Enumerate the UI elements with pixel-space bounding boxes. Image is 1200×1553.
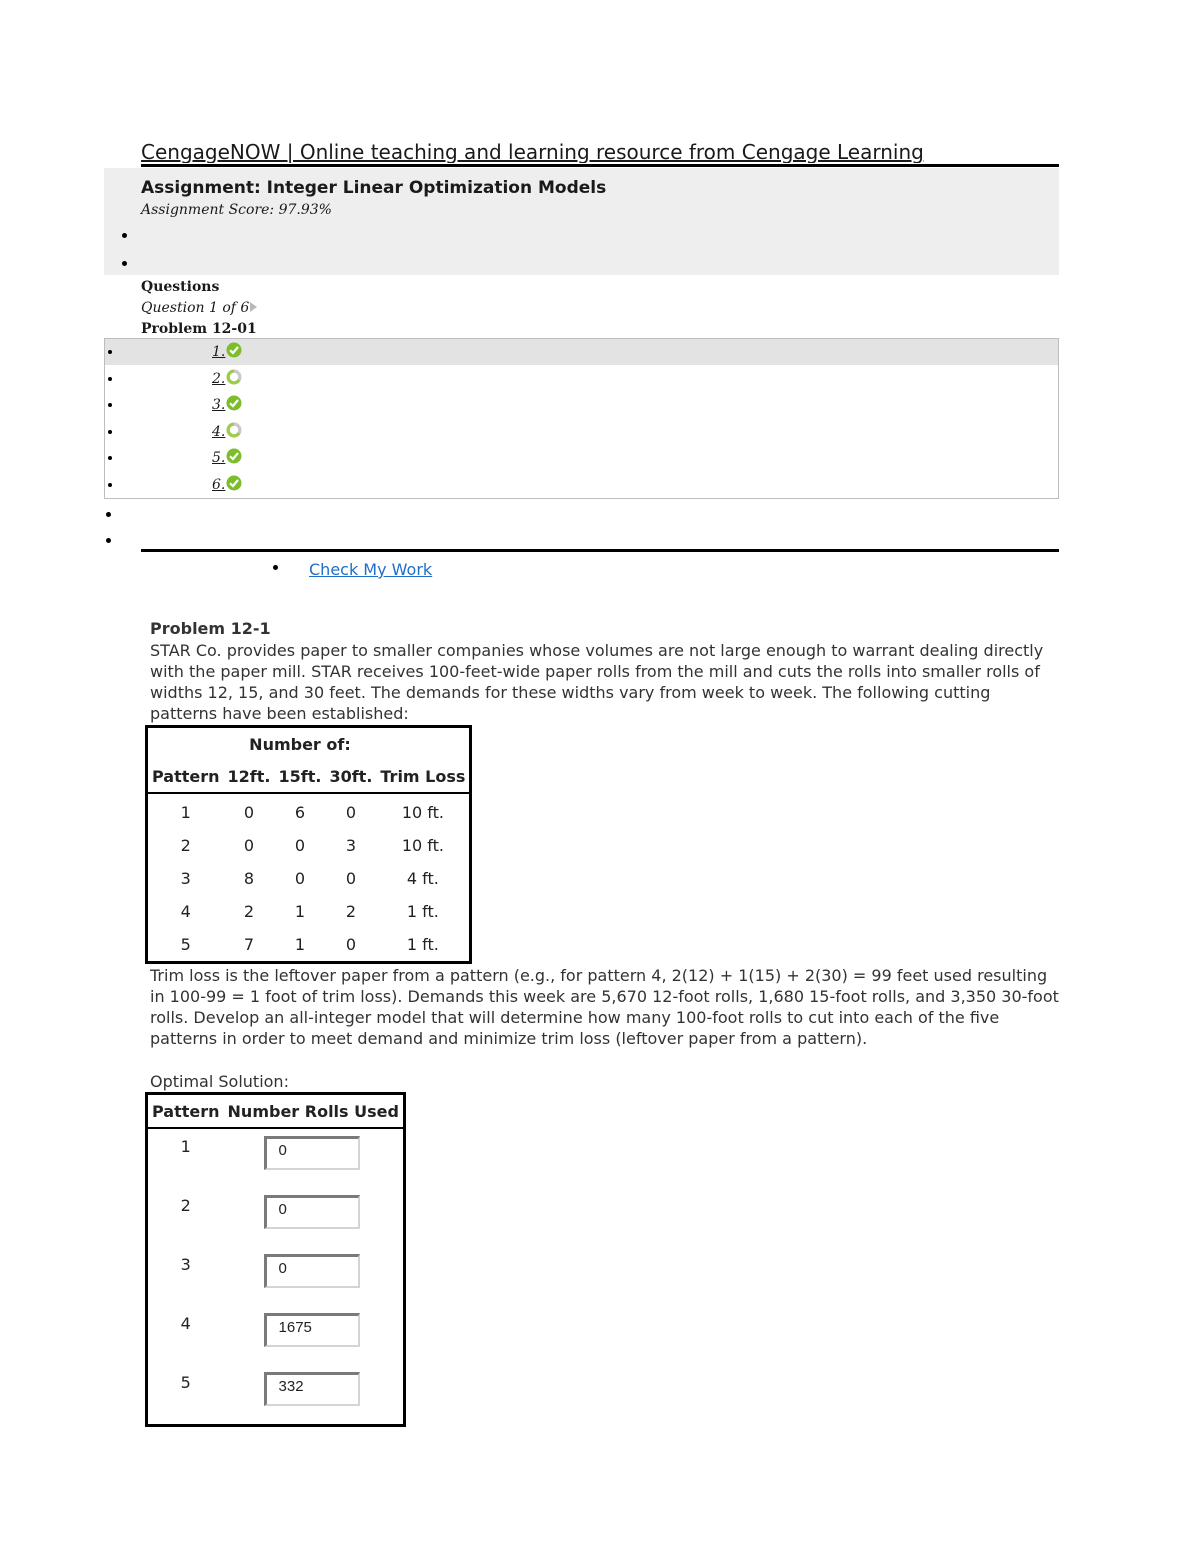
input-cell [224,1188,405,1247]
question-item-5[interactable] [105,445,1058,471]
pattern-number: 5 [180,1373,191,1392]
table-header-cell [147,727,224,761]
width-15-header: 15ft. [274,760,325,793]
question-item-6[interactable] [105,472,1058,498]
trim-loss-explanation: Trim loss is the leftover paper from a pattern (e.g., for pattern 4, 2(12) + 1(15) + 2(30) = 99 feet used resulting in 100-99 = 1 foot of trim loss). Demands this week are 5,670 12-foot rolls, 1,680 15-foot rolls, and 3,350 30-foot rolls. Develop an all-integer model that will determine how many 100-foot rolls to cut into each of the five patterns in order to meet demand and minimize trim loss (leftover paper from a pattern). [150,966,1059,1048]
table-cell: 4 ft. [406,869,439,888]
table-cell: 8 [243,869,255,888]
table-row [147,928,471,963]
table-header-cell [376,727,471,761]
table-cell: 10 ft. [401,803,444,822]
site-title: CengageNOW | Online teaching and learning resource from Cengage Learning [141,141,924,163]
problem-label: Problem 12-01 [141,321,257,337]
pattern-number: 3 [180,1255,191,1274]
trim-loss-header: Trim Loss [376,760,471,793]
table-cell: 6 [294,803,306,822]
table-cell: 0 [345,935,356,954]
table-cell: 1 ft. [406,935,439,954]
question-link[interactable]: 3. [212,397,226,413]
question-link[interactable]: 2. [212,371,226,387]
table-cell: 2 [180,836,191,855]
problem-heading: Problem 12-1 [150,619,271,638]
table-cell: 10 ft. [401,836,444,855]
partial-credit-icon [226,422,242,438]
question-counter-text: Question 1 of 6 [141,300,250,316]
bullet [108,483,112,487]
bullet [108,430,112,434]
pattern-number: 2 [180,1196,191,1215]
correct-check-icon [226,448,242,464]
question-item-3[interactable] [105,392,1058,418]
table-row [147,895,471,928]
table-cell: 1 [180,803,191,822]
bullet [106,512,111,517]
header-divider [141,164,1059,167]
status-circle [227,449,242,464]
table-cell: 5 [180,935,191,954]
input-cell [224,1365,405,1426]
pattern-number: 1 [180,1137,191,1156]
input-cell [224,1247,405,1306]
question-link[interactable]: 1. [212,344,226,360]
table-cell: 7 [243,935,255,954]
rolls-used-header: Number Rolls Used [224,1094,405,1129]
table-row [147,1365,405,1426]
rolls-used-input[interactable]: 0 [264,1254,360,1288]
question-link[interactable]: 5. [212,450,226,466]
table-cell: 2 [243,902,255,921]
number-of-header: Number of: [249,734,351,754]
table-row [147,1188,405,1247]
bullet [108,403,112,407]
question-item-1[interactable] [105,339,1058,365]
optimal-solution-label: Optimal Solution: [150,1072,289,1091]
table-cell: 0 [294,836,306,855]
table-cell: 0 [345,869,356,888]
table-row [147,862,471,895]
question-link[interactable]: 4. [212,424,226,440]
table-cell: 3 [180,869,191,888]
question-link[interactable]: 6. [212,477,226,493]
input-cell [224,1128,405,1188]
table-cell: 1 [294,902,306,921]
bullet [106,538,111,543]
table-row [147,1128,405,1188]
question-list [104,338,1059,499]
rolls-used-input[interactable]: 332 [264,1372,360,1406]
bullet [108,456,112,460]
rolls-used-input[interactable]: 1675 [264,1313,360,1347]
assignment-title: Assignment: Integer Linear Optimization Models [141,178,607,198]
table-cell: 1 ft. [406,902,439,921]
table-cell: 2 [345,902,356,921]
bullet [122,233,127,238]
table-cell: 4 [180,902,191,921]
bullet [108,350,112,354]
table-cell: 0 [345,803,356,822]
table-row [147,829,471,862]
table-cell: 0 [294,869,306,888]
check-my-work-link[interactable]: Check My Work [309,560,433,579]
status-circle [227,396,242,411]
questions-heading: Questions [141,279,220,295]
bullet [273,565,278,570]
table-row [147,793,471,829]
question-counter [141,299,257,317]
assignment-score: Assignment Score: 97.93% [141,202,332,218]
table-cell: 0 [243,836,255,855]
cutting-patterns-table [145,725,472,964]
partial-credit-icon [226,369,242,385]
status-circle [227,343,242,358]
next-arrow-icon[interactable] [250,302,257,312]
question-item-2[interactable] [105,366,1058,392]
problem-intro-text: STAR Co. provides paper to smaller companies whose volumes are not large enough to warrant dealing directly with the paper mill. STAR receives 100-feet-wide paper rolls from the mill and cuts the rolls into smaller rolls of widths 12, 15, and 30 feet. The demands for these widths vary from week to week. The following cutting patterns have been established: [150,641,1044,723]
rolls-used-input[interactable]: 0 [264,1195,360,1229]
optimal-solution-table [145,1092,406,1427]
question-item-4[interactable] [105,419,1058,445]
pattern-header: Pattern [147,760,224,793]
pattern-header: Pattern [147,1094,224,1129]
rolls-used-input[interactable]: 0 [264,1136,360,1170]
content-divider [141,549,1059,552]
pattern-number: 4 [180,1314,191,1333]
correct-check-icon [226,342,242,358]
correct-check-icon [226,395,242,411]
table-row [147,1306,405,1365]
table-cell: 3 [345,836,356,855]
correct-check-icon [226,475,242,491]
width-30-header: 30ft. [325,760,376,793]
table-cell: 0 [243,803,255,822]
table-cell: 1 [294,935,306,954]
status-circle [227,476,242,491]
table-row [147,1247,405,1306]
bullet [122,261,127,266]
input-cell [224,1306,405,1365]
bullet [108,377,112,381]
width-12-header: 12ft. [224,760,275,793]
